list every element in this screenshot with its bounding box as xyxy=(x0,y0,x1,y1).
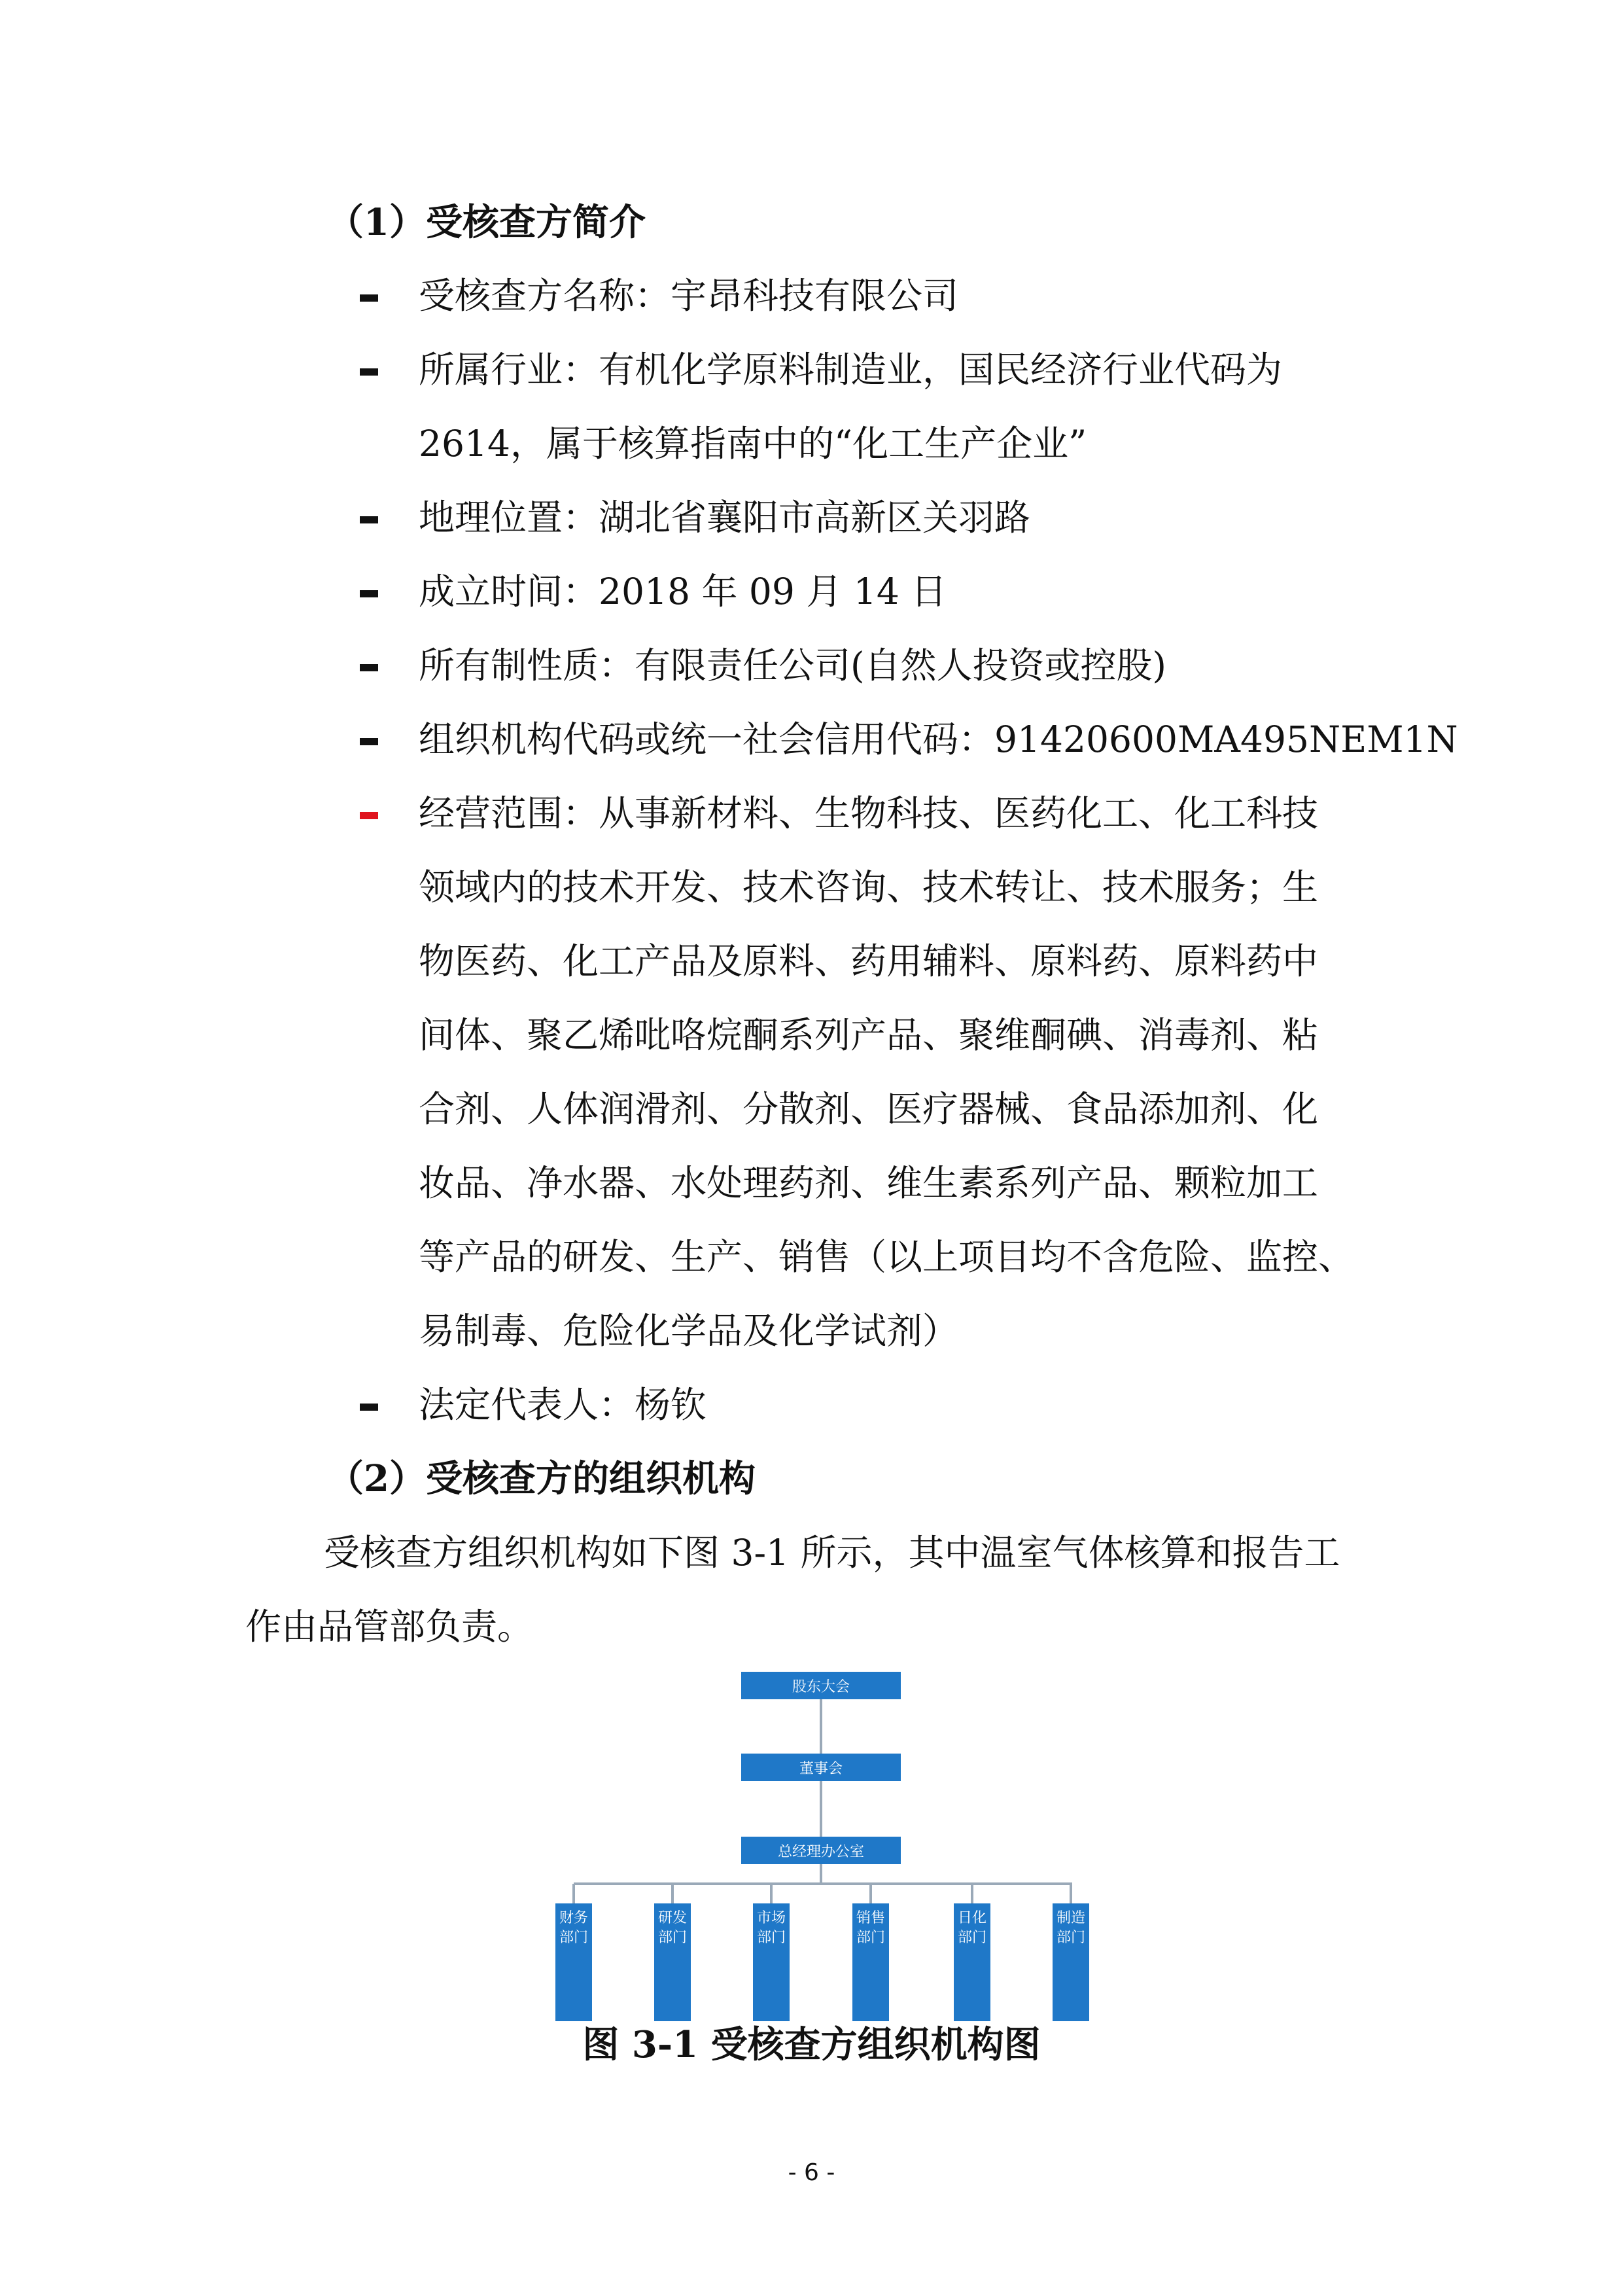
item-founded: 成立时间：2018 年 09 月 14 日 xyxy=(419,571,947,612)
connector-bus-line xyxy=(574,1882,1072,1885)
org-box-shareholders: 股东大会 xyxy=(741,1672,901,1699)
connector-line xyxy=(869,1884,872,1903)
org-box-sales: 销售部门 xyxy=(852,1903,889,2021)
connector-line xyxy=(572,1884,575,1903)
bullet-marker-red xyxy=(360,812,378,819)
item-scope-line4: 间体、聚乙烯吡咯烷酮系列产品、聚维酮碘、消毒剂、粘 xyxy=(419,1014,1319,1056)
org-box-market: 市场部门 xyxy=(753,1903,790,2021)
item-scope-line8: 易制毒、危险化学品及化学试剂） xyxy=(419,1310,959,1352)
item-scope-line1: 经营范围：从事新材料、生物科技、医药化工、化工科技 xyxy=(419,792,1319,834)
connector-line xyxy=(820,1699,822,1754)
item-company-name: 受核查方名称：宇昂科技有限公司 xyxy=(419,275,959,317)
bullet-marker xyxy=(360,516,378,523)
bullet-marker xyxy=(360,294,378,302)
item-scope-line7: 等产品的研发、生产、销售（以上项目均不含危险、监控、 xyxy=(419,1236,1355,1278)
item-credit-code: 组织机构代码或统一社会信用代码：91420600MA495NEM1N xyxy=(419,718,1458,760)
org-box-gm-office: 总经理办公室 xyxy=(741,1837,901,1864)
section2-heading: （2）受核查方的组织机构 xyxy=(327,1457,756,1500)
bullet-marker xyxy=(360,368,378,376)
item-scope-line6: 妆品、净水器、水处理药剂、维生素系列产品、颗粒加工 xyxy=(419,1162,1319,1204)
section2-paragraph-line1: 受核查方组织机构如下图 3-1 所示，其中温室气体核算和报告工 xyxy=(324,1532,1340,1574)
page-number: - 6 - xyxy=(788,2159,835,2186)
connector-line xyxy=(820,1781,822,1837)
bullet-marker xyxy=(360,738,378,745)
connector-line xyxy=(671,1884,674,1903)
item-scope-line2: 领域内的技术开发、技术咨询、技术转让、技术服务；生 xyxy=(419,866,1319,908)
org-box-board: 董事会 xyxy=(741,1754,901,1781)
item-scope-line3: 物医药、化工产品及原料、药用辅料、原料药、原料药中 xyxy=(419,940,1319,982)
connector-line xyxy=(770,1884,773,1903)
bullet-marker xyxy=(360,664,378,671)
org-box-daily-chemical: 日化部门 xyxy=(954,1903,990,2021)
section2-paragraph-line2: 作由品管部负责。 xyxy=(245,1606,534,1648)
item-legal-rep: 法定代表人：杨钦 xyxy=(419,1384,707,1426)
section1-heading: （1）受核查方简介 xyxy=(327,201,646,244)
item-industry-line1: 所属行业：有机化学原料制造业，国民经济行业代码为 xyxy=(419,349,1283,391)
org-box-manufacturing: 制造部门 xyxy=(1053,1903,1089,2021)
bullet-marker xyxy=(360,590,378,597)
figure-caption: 图 3-1 受核查方组织机构图 xyxy=(582,2023,1041,2066)
connector-line xyxy=(820,1864,822,1884)
connector-line xyxy=(971,1884,973,1903)
bullet-marker xyxy=(360,1404,378,1411)
item-industry-line2: 2614，属于核算指南中的“化工生产企业” xyxy=(419,423,1087,465)
connector-line xyxy=(1070,1884,1072,1903)
org-box-finance: 财务部门 xyxy=(555,1903,592,2021)
item-ownership: 所有制性质：有限责任公司(自然人投资或控股) xyxy=(419,645,1166,686)
item-scope-line5: 合剂、人体润滑剂、分散剂、医疗器械、食品添加剂、化 xyxy=(419,1088,1319,1130)
item-location: 地理位置：湖北省襄阳市高新区关羽路 xyxy=(419,497,1031,539)
org-box-rnd: 研发部门 xyxy=(654,1903,691,2021)
